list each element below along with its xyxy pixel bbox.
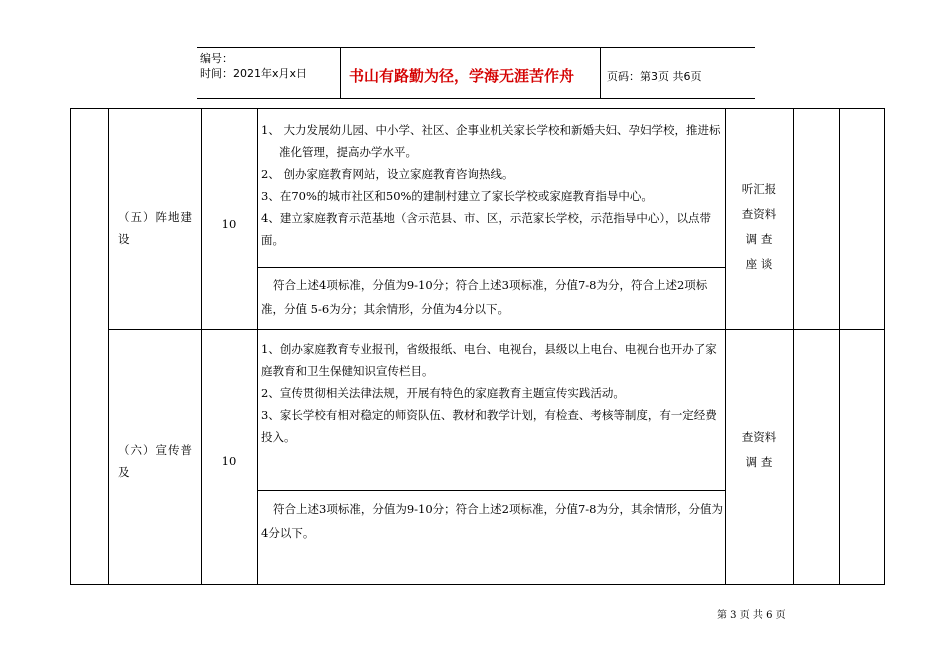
row-divider <box>108 329 885 330</box>
time-label: 时间：2021年x月x日 <box>200 67 308 80</box>
grid-line <box>201 109 202 584</box>
method-item: 听汇报 <box>741 182 777 196</box>
criteria-list <box>261 338 721 448</box>
scoring-standard: 符合上述4项标准，分值为9-10分；符合上述3项标准，分值7-8为分，符合上述2项标准，分值 5-6为分；其余情形，分值为4分以下。 <box>261 278 708 316</box>
method-item: 查资料 <box>741 430 777 444</box>
scoring-standard: 符合上述3项标准，分值为9-10分；符合上述2项标准，分值7-8为分，其余情形，分值为4分以下。 <box>261 502 723 540</box>
criteria-item: 3、家长学校有相对稳定的师资队伍、教材和教学计划，有检查、考核等制度，有一定经费投入。 <box>261 408 717 444</box>
grid-line <box>793 109 794 584</box>
method-item: 座 谈 <box>745 257 773 271</box>
criteria-list <box>261 119 721 251</box>
score-value: 10 <box>221 454 237 468</box>
criteria-item: 1、创办家庭教育专业报刊，省级报纸、电台、电视台，县级以上电台、电视台也开办了家庭教育和卫生保健知识宣传栏目。 <box>261 342 717 378</box>
header-page-info: 页码：第3页 共6页 <box>607 70 702 83</box>
check-methods <box>729 177 789 277</box>
criteria-item: 4、建立家庭教育示范基地（含示范县、市、区，示范家长学校，示范指导中心），以点带面。 <box>261 211 712 247</box>
row-divider <box>257 267 725 268</box>
grid-line <box>257 109 258 584</box>
category-name: （五）阵地建设 <box>118 210 193 246</box>
grid-line <box>839 109 840 584</box>
method-item: 查资料 <box>741 207 777 221</box>
page-header <box>197 47 755 99</box>
header-page-cell <box>600 48 601 98</box>
criteria-item: 1、 大力发展幼儿园、中小学、社区、企事业机关家长学校和新婚夫妇、孕妇学校，推进标准化管理，提高办学水平。 <box>261 123 721 159</box>
method-item: 调 查 <box>745 232 773 246</box>
criteria-item: 2、 创办家庭教育网站，设立家庭教育咨询热线。 <box>261 167 514 181</box>
code-label: 编号： <box>200 52 233 65</box>
method-item: 调 查 <box>745 455 773 469</box>
category-name: （六）宣传普及 <box>118 443 193 479</box>
check-methods <box>729 425 789 475</box>
evaluation-table <box>70 108 885 585</box>
row-divider <box>257 490 725 491</box>
page-footer: 第 3 页 共 6 页 <box>717 610 786 621</box>
header-motto: 书山有路勤为径，学海无涯苦作舟 <box>349 67 575 85</box>
criteria-item: 3、在70%的城市社区和50%的建制村建立了家长学校或家庭教育指导中心。 <box>261 189 653 203</box>
score-value: 10 <box>221 217 237 231</box>
grid-line <box>725 109 726 584</box>
criteria-item: 2、宣传贯彻相关法律法规，开展有特色的家庭教育主题宣传实践活动。 <box>261 386 625 400</box>
grid-line <box>108 109 109 584</box>
header-meta <box>200 51 336 81</box>
